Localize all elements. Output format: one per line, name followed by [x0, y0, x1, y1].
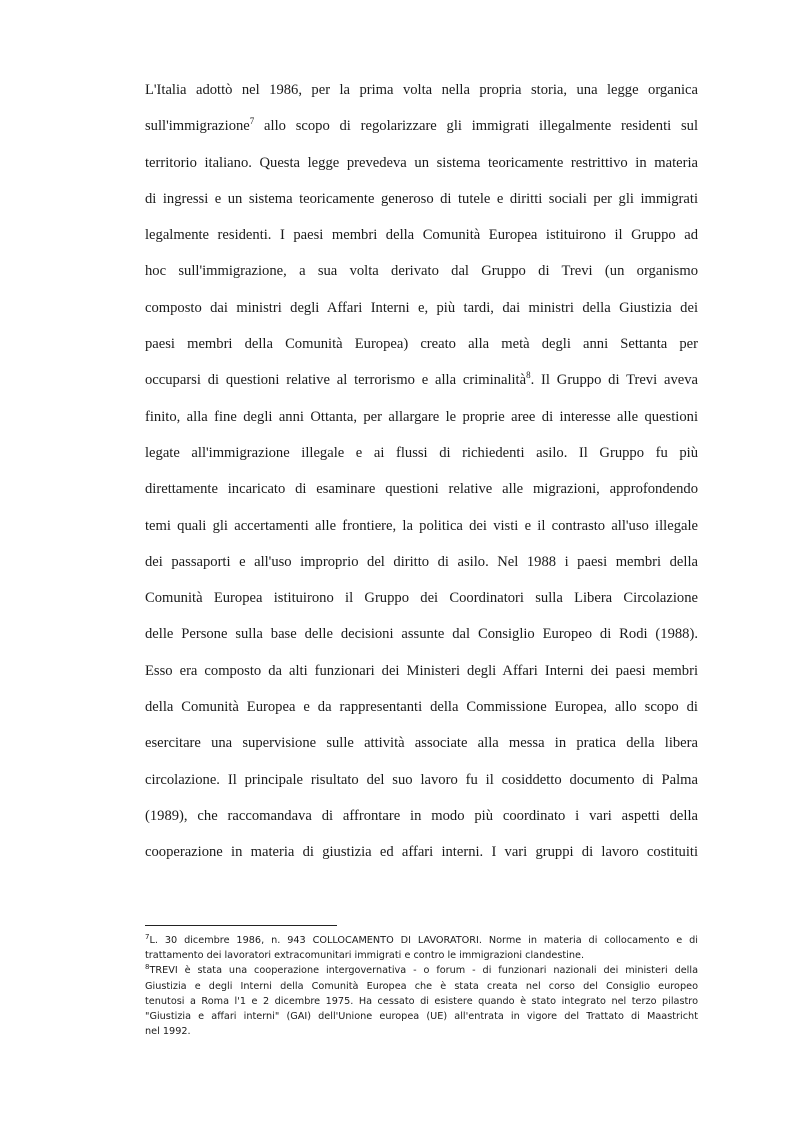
body-line: della Comunità Europea e da rappresentanti della Commissione Europea, allo scopo di [145, 699, 698, 716]
footnote-7-line: trattamento dei lavoratori extracomunitari immigrati e contro le immigrazioni clandestine. [145, 950, 585, 962]
footnote-8-line: Giustizia e degli Interni della Comunità Europea che è stata creata nel corso del Consiglio europeo [145, 980, 698, 992]
body-line: territorio italiano. Questa legge prevedeva un sistema teoricamente restrittivo in materia [145, 154, 698, 171]
body-line-fragment: . Il Gruppo di Trevi aveva [530, 372, 698, 389]
footnote-7-line [145, 933, 698, 948]
body-line-fragment: sull'immigrazione [145, 118, 250, 135]
body-line: composto dai ministri degli Affari Interni e, più tardi, dai ministri della Giustizia dei [145, 299, 698, 316]
footnote-8-mark: 8 [145, 963, 150, 972]
body-line: circolazione. Il principale risultato del suo lavoro fu il cosiddetto documento di Palma [145, 771, 698, 788]
body-line: cooperazione in materia di giustizia ed affari interni. I vari gruppi di lavoro costituiti [145, 844, 698, 861]
body-line-fragment: allo scopo di regolarizzare gli immigrati illegalmente residenti sul [264, 118, 698, 135]
body-line: Comunità Europea istituirono il Gruppo dei Coordinatori sulla Libera Circolazione [145, 590, 698, 607]
body-line: di ingressi e un sistema teoricamente generoso di tutele e diritti sociali per gli immigrati [145, 190, 698, 207]
footnote-8-text: TREVI è stata una cooperazione intergovernativa - o forum - di funzionari nazionali dei ministeri della [149, 965, 698, 977]
footnote-8-line: tenutosi a Roma l'1 e 2 dicembre 1975. Ha cessato di esistere quando è stato integrato nel terzo pilastro [145, 995, 698, 1007]
footnote-7-text: L. 30 dicembre 1986, n. 943 COLLOCAMENTO DI LAVORATORI. Norme in materia di collocamento e di [149, 935, 698, 946]
footnote-7-mark: 7 [145, 933, 150, 941]
body-line: Esso era composto da alti funzionari dei Ministeri degli Affari Interni dei paesi membri [145, 662, 698, 679]
body-line [145, 108, 698, 144]
body-line [145, 362, 698, 398]
body-line: temi quali gli accertamenti alle frontiere, la politica dei visti e il contrasto all'uso illegale [145, 517, 698, 534]
body-line-fragment: occuparsi di questioni relative al terrorismo e alla criminalità [145, 372, 527, 389]
body-line: esercitare una supervisione sulle attività associate alla messa in pratica della libera [145, 735, 698, 752]
footnote-8-line [145, 963, 698, 978]
footnote-ref-8[interactable]: 8 [526, 370, 531, 381]
body-line: hoc sull'immigrazione, a sua volta derivato dal Gruppo di Trevi (un organismo [145, 263, 698, 280]
footnote-separator [145, 925, 337, 926]
body-line: finito, alla fine degli anni Ottanta, per allargare le proprie aree di interesse alle questioni [145, 408, 698, 425]
body-line: direttamente incaricato di esaminare questioni relative alle migrazioni, approfondendo [145, 481, 698, 498]
footnote-ref-7[interactable]: 7 [249, 116, 255, 127]
body-line: paesi membri della Comunità Europea) creato alla metà degli anni Settanta per [145, 336, 698, 353]
body-line: delle Persone sulla base delle decisioni assunte dal Consiglio Europeo di Rodi (1988). [145, 626, 698, 643]
body-text [145, 72, 698, 871]
body-line: (1989), che raccomandava di affrontare in modo più coordinato i vari aspetti della [145, 807, 698, 824]
body-line: L'Italia adottò nel 1986, per la prima volta nella propria storia, una legge organica [145, 82, 698, 98]
footnote-8-line: "Giustizia e affari interni" (GAI) dell'Unione europea (UE) all'entrata in vigore del Trattato di Maastricht [145, 1010, 698, 1022]
footnotes [145, 933, 698, 1039]
body-line: legate all'immigrazione illegale e ai flussi di richiedenti asilo. Il Gruppo fu più [145, 444, 698, 461]
footnote-8-line: nel 1992. [145, 1026, 191, 1038]
body-line: dei passaporti e all'uso improprio del diritto di asilo. Nel 1988 i paesi membri della [145, 553, 698, 570]
body-line: legalmente residenti. I paesi membri della Comunità Europea istituirono il Gruppo ad [145, 227, 698, 244]
